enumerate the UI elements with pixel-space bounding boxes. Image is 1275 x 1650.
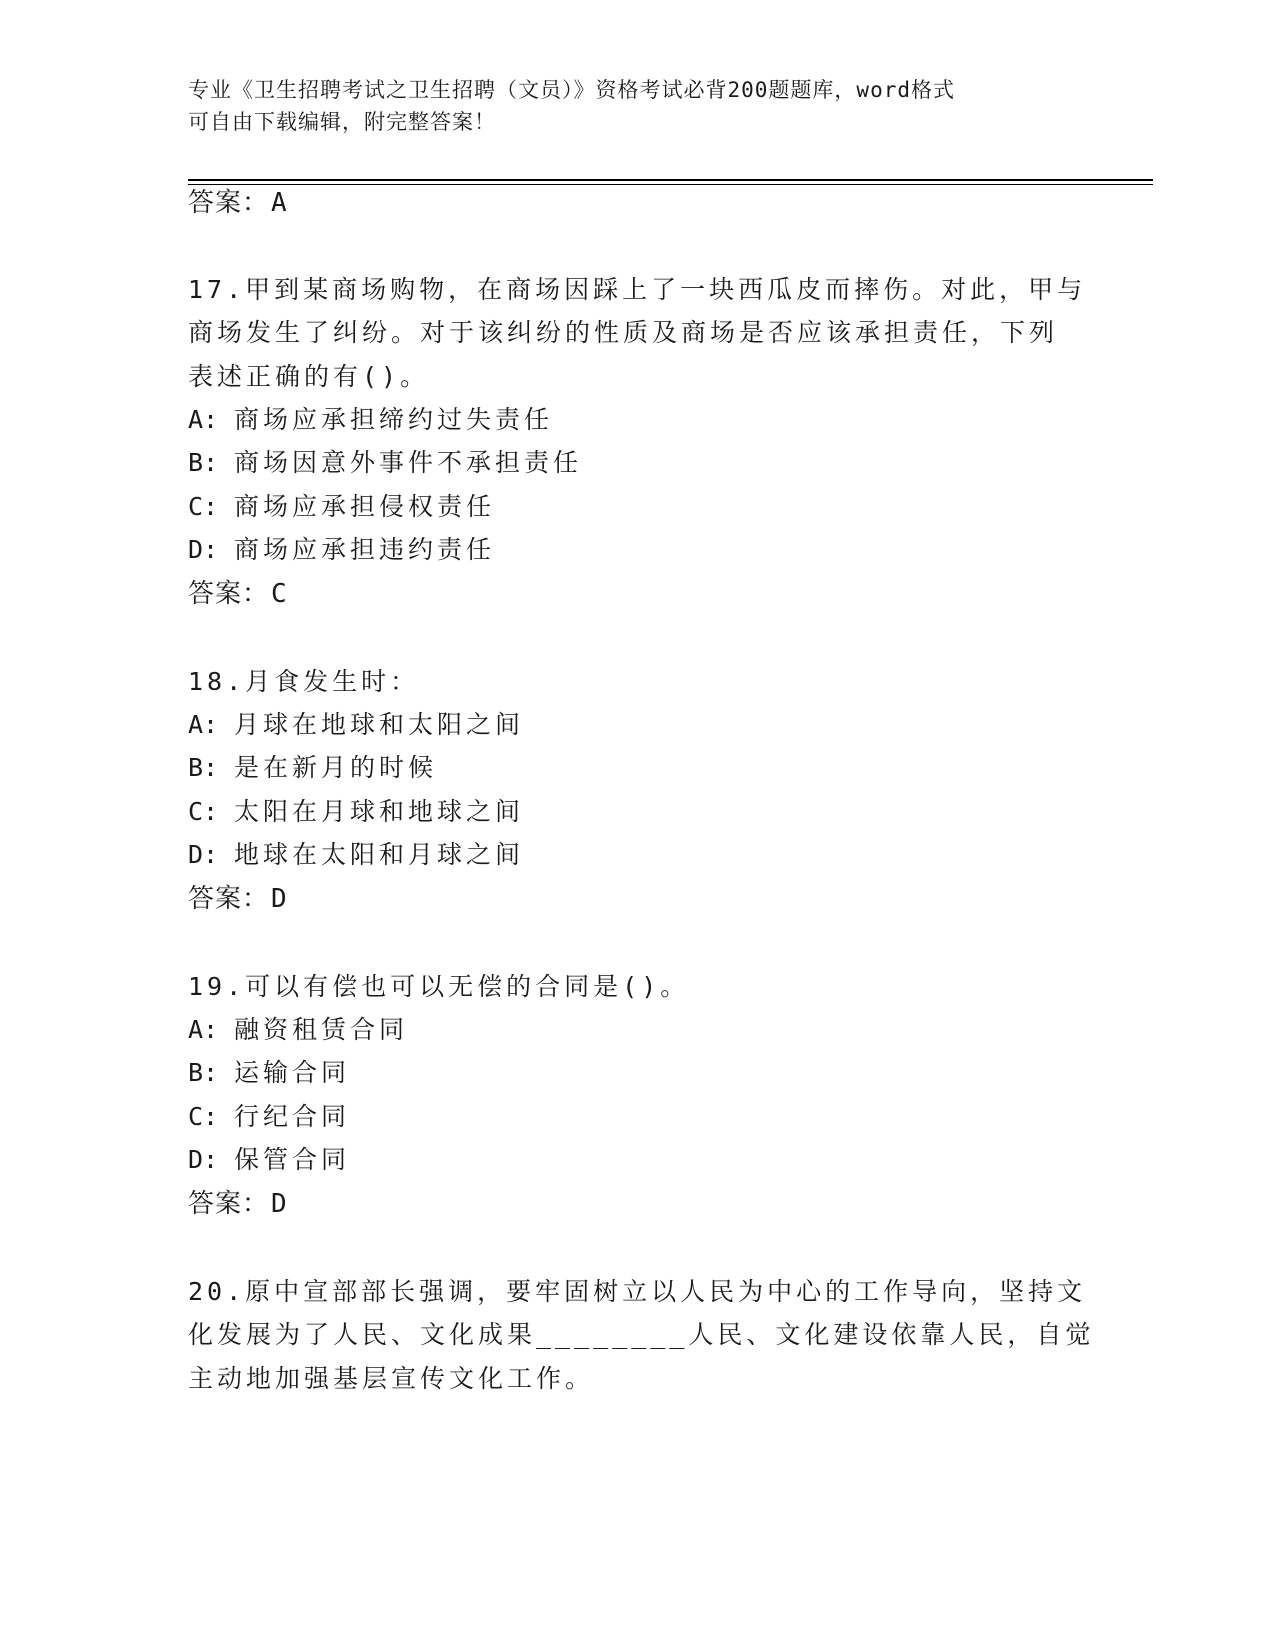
option-text: 保管合同 bbox=[234, 1145, 351, 1174]
option-letter: B: bbox=[188, 753, 219, 782]
option-text: 是在新月的时候 bbox=[234, 753, 438, 782]
q19-answer bbox=[188, 1189, 288, 1219]
q18-option-a bbox=[188, 710, 524, 740]
answer-value: D bbox=[271, 884, 288, 914]
q20-stem-line-3: 主动地加强基层宣传文化工作。 bbox=[188, 1364, 595, 1393]
header-line-2: 可自由下载编辑，附完整答案！ bbox=[188, 110, 496, 134]
q19-option-b bbox=[188, 1058, 350, 1088]
q19-option-a bbox=[188, 1015, 408, 1045]
option-text: 月球在地球和太阳之间 bbox=[234, 710, 525, 739]
option-text: 融资租赁合同 bbox=[234, 1015, 409, 1044]
q17-option-d bbox=[188, 535, 495, 565]
option-letter: D: bbox=[188, 840, 219, 869]
q18-option-b bbox=[188, 753, 437, 783]
document-header bbox=[188, 74, 1068, 138]
answer-label: 答案： bbox=[188, 884, 270, 914]
option-text: 行纪合同 bbox=[234, 1102, 351, 1131]
answer-label: 答案： bbox=[188, 579, 270, 609]
q19-option-d bbox=[188, 1145, 350, 1175]
option-letter: B: bbox=[188, 1058, 219, 1087]
option-letter: A: bbox=[188, 710, 219, 739]
option-text: 商场应承担侵权责任 bbox=[234, 492, 496, 521]
q17-stem-line-1: 17.甲到某商场购物，在商场因踩上了一块西瓜皮而摔伤。对此，甲与 bbox=[188, 275, 1087, 304]
q17-option-b bbox=[188, 448, 582, 478]
header-line-1: 专业《卫生招聘考试之卫生招聘（文员）》资格考试必背200题题库，word格式 bbox=[188, 78, 955, 102]
option-text: 商场应承担违约责任 bbox=[234, 535, 496, 564]
q19-option-c bbox=[188, 1102, 350, 1132]
prev-answer bbox=[188, 188, 288, 218]
option-text: 商场因意外事件不承担责任 bbox=[234, 448, 583, 477]
answer-label: 答案： bbox=[188, 1189, 270, 1219]
option-text: 地球在太阳和月球之间 bbox=[234, 840, 525, 869]
answer-value: A bbox=[271, 188, 288, 218]
q18-answer bbox=[188, 884, 288, 914]
option-letter: B: bbox=[188, 448, 219, 477]
q17-option-a bbox=[188, 405, 553, 435]
option-letter: C: bbox=[188, 1102, 219, 1131]
option-text: 商场应承担缔约过失责任 bbox=[234, 405, 554, 434]
option-letter: D: bbox=[188, 1145, 219, 1174]
q20-stem-line-1: 20.原中宣部部长强调，要牢固树立以人民为中心的工作导向，坚持文 bbox=[188, 1277, 1087, 1306]
q20-stem-line-2: 化发展为了人民、文化成果________人民、文化建设依靠人民，自觉 bbox=[188, 1320, 1095, 1349]
option-text: 太阳在月球和地球之间 bbox=[234, 797, 525, 826]
q18-option-d bbox=[188, 840, 524, 870]
header-rule-thick bbox=[188, 179, 1153, 181]
q18-option-c bbox=[188, 797, 524, 827]
option-letter: A: bbox=[188, 405, 219, 434]
q17-answer bbox=[188, 579, 288, 609]
header-rule-thin bbox=[188, 184, 1153, 185]
q17-stem-line-2: 商场发生了纠纷。对于该纠纷的性质及商场是否应该承担责任，下列 bbox=[188, 318, 1059, 347]
q17-option-c bbox=[188, 492, 495, 522]
option-letter: D: bbox=[188, 535, 219, 564]
answer-label: 答案： bbox=[188, 188, 270, 218]
option-text: 运输合同 bbox=[234, 1058, 351, 1087]
answer-value: C bbox=[271, 579, 288, 609]
option-letter: A: bbox=[188, 1015, 219, 1044]
option-letter: C: bbox=[188, 492, 219, 521]
option-letter: C: bbox=[188, 797, 219, 826]
q17-stem-line-3: 表述正确的有()。 bbox=[188, 362, 430, 391]
q19-stem-line-1: 19.可以有偿也可以无偿的合同是()。 bbox=[188, 972, 690, 1001]
q18-stem-line-1: 18.月食发生时： bbox=[188, 667, 420, 696]
answer-value: D bbox=[271, 1189, 288, 1219]
